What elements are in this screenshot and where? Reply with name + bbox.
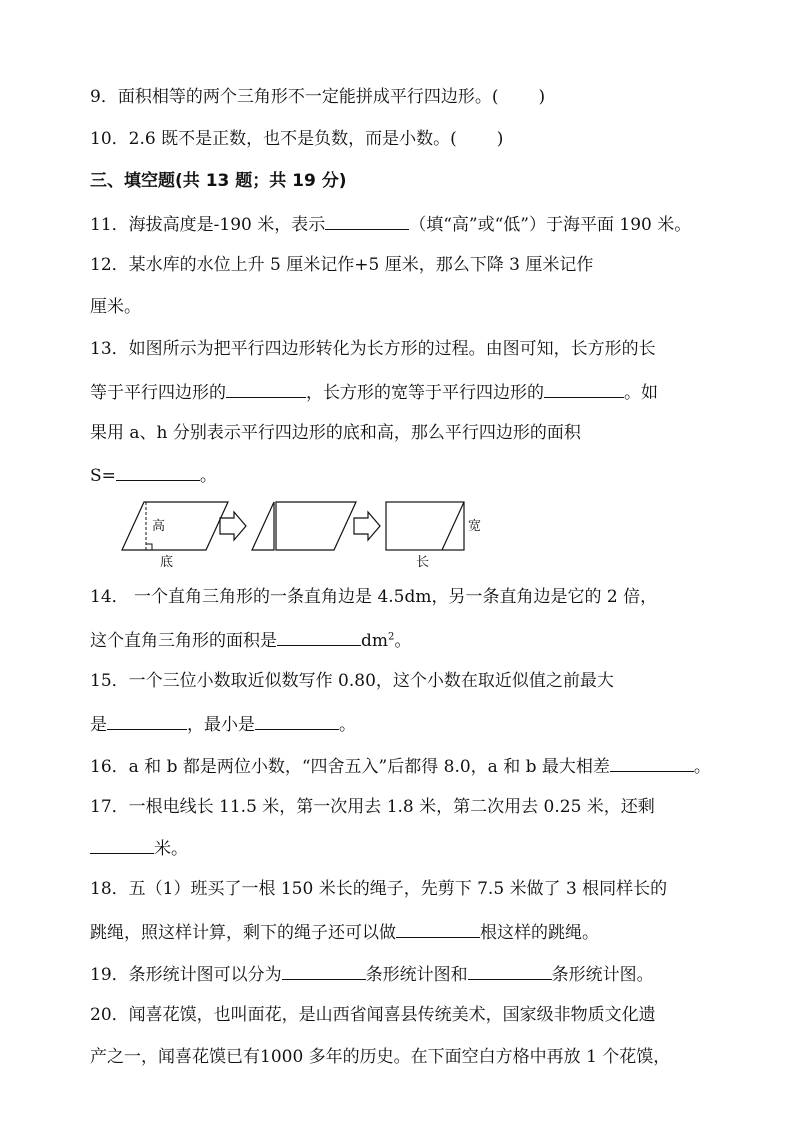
question-10	[90, 128, 503, 150]
trapezoid-shape	[276, 502, 356, 550]
question-14	[90, 586, 657, 608]
question-17-line-2	[90, 836, 188, 860]
question-18-line-2	[90, 920, 599, 944]
arrow-right-icon	[220, 512, 246, 540]
question-16-text-2: 。	[693, 757, 711, 777]
width-label: 宽	[468, 519, 482, 534]
answer-blank[interactable]	[116, 463, 200, 481]
paren-close: )	[496, 129, 504, 149]
parallelogram-to-rectangle-figure	[118, 498, 498, 570]
question-15-text-2a: 是	[90, 715, 107, 735]
answer-blank[interactable]	[90, 836, 154, 854]
question-13-text-2c: 。如	[624, 383, 658, 403]
answer-blank[interactable]	[282, 962, 366, 980]
question-20-text: 20．闻喜花馍，也叫面花，是山西省闻喜县传统美术，国家级非物质文化遗	[90, 1005, 656, 1025]
question-20	[90, 1004, 656, 1026]
question-11	[90, 212, 691, 236]
question-12-line-2	[90, 296, 141, 318]
question-13-text: 13．如图所示为把平行四边形转化为长方形的过程。由图可知，长方形的长	[90, 339, 656, 359]
question-15-text: 15．一个三位小数取近似数写作 0.80，这个小数在取近似值之前最大	[90, 671, 614, 691]
question-18-text-2b: 根这样的跳绳。	[480, 923, 599, 943]
question-15-text-2c: 。	[339, 715, 356, 735]
question-20-line-2	[90, 1046, 670, 1068]
question-13	[90, 338, 656, 360]
answer-blank[interactable]	[226, 380, 306, 398]
right-angle-mark	[146, 544, 152, 550]
base-label: 底	[160, 555, 174, 570]
answer-blank[interactable]	[107, 712, 187, 730]
cut-triangle-shape	[252, 502, 274, 550]
question-15-text-2b: ，最小是	[187, 715, 255, 735]
question-19-text: 19．条形统计图可以分为	[90, 965, 282, 985]
question-14-text: 14． 一个直角三角形的一条直角边是 4.5dm，另一条直角边是它的 2 倍，	[90, 587, 658, 607]
question-9-text: 9．面积相等的两个三角形不一定能拼成平行四边形。(	[90, 87, 499, 107]
question-18-text-2a: 跳绳，照这样计算，剩下的绳子还可以做	[90, 923, 396, 943]
answer-blank[interactable]	[325, 212, 409, 230]
question-13-text-2a: 等于平行四边形的	[90, 383, 226, 403]
question-13-line-3	[90, 422, 581, 444]
question-19-text-3: 条形统计图。	[551, 965, 654, 985]
question-14-text-2a: 这个直角三角形的面积是	[90, 631, 277, 651]
question-13-text-2b: ，长方形的宽等于平行四边形的	[306, 383, 544, 403]
answer-blank[interactable]	[396, 920, 480, 938]
question-16	[90, 754, 711, 778]
question-13-line-4	[90, 463, 217, 487]
answer-blank[interactable]	[255, 712, 339, 730]
question-14-exponent: 2	[388, 631, 395, 643]
question-16-text: 16．a 和 b 都是两位小数，“四舍五入”后都得 8.0，a 和 b 最大相差	[90, 757, 610, 777]
question-20-text-2: 产之一，闻喜花馍已有1000 多年的历史。在下面空白方格中再放 1 个花馍，	[90, 1047, 671, 1067]
height-label: 高	[152, 519, 166, 534]
question-17-text: 17．一根电线长 11.5 米，第一次用去 1.8 米，第二次用去 0.25 米，还剩	[90, 797, 655, 817]
answer-blank[interactable]	[544, 380, 624, 398]
answer-blank[interactable]	[277, 628, 361, 646]
question-12-unit: 厘米。	[90, 297, 141, 317]
section-3-heading: 三、填空题(共 13 题；共 19 分)	[90, 171, 347, 191]
question-17-unit: 米。	[154, 839, 188, 859]
question-12-text: 12．某水库的水位上升 5 厘米记作+5 厘米，那么下降 3 厘米记作	[90, 255, 594, 275]
question-11-text: 11．海拔高度是-190 米，表示	[90, 215, 326, 235]
question-18-text: 18．五（1）班买了一根 150 米长的绳子，先剪下 7.5 米做了 3 根同样长的	[90, 879, 668, 899]
question-13-line-2	[90, 380, 658, 404]
question-12	[90, 254, 593, 276]
question-15-line-2	[90, 712, 356, 736]
rectangle-shape	[386, 502, 464, 550]
question-18	[90, 878, 667, 900]
question-10-text: 10．2.6 既不是正数，也不是负数，而是小数。(	[90, 129, 457, 149]
question-13-text-4a: S=	[90, 466, 116, 486]
parallelogram-shape	[122, 502, 228, 550]
answer-blank[interactable]	[468, 962, 552, 980]
arrow-right-icon	[354, 512, 380, 540]
cut-line	[442, 502, 464, 550]
question-17	[90, 796, 655, 818]
question-15	[90, 670, 614, 692]
paren-close: )	[538, 87, 546, 107]
question-19	[90, 962, 654, 986]
question-14-line-2	[90, 628, 411, 652]
question-14-unit: dm	[361, 631, 389, 651]
question-19-text-2: 条形统计图和	[365, 965, 468, 985]
answer-blank[interactable]	[610, 754, 694, 772]
question-13-text-4b: 。	[199, 466, 217, 486]
question-11-text-2: （填“高”或“低”）于海平面 190 米。	[409, 215, 692, 235]
length-label: 长	[416, 555, 430, 570]
question-9	[90, 86, 545, 108]
question-14-text-2c: 。	[394, 631, 412, 651]
question-13-text-3: 果用 a、h 分别表示平行四边形的底和高，那么平行四边形的面积	[90, 423, 581, 443]
